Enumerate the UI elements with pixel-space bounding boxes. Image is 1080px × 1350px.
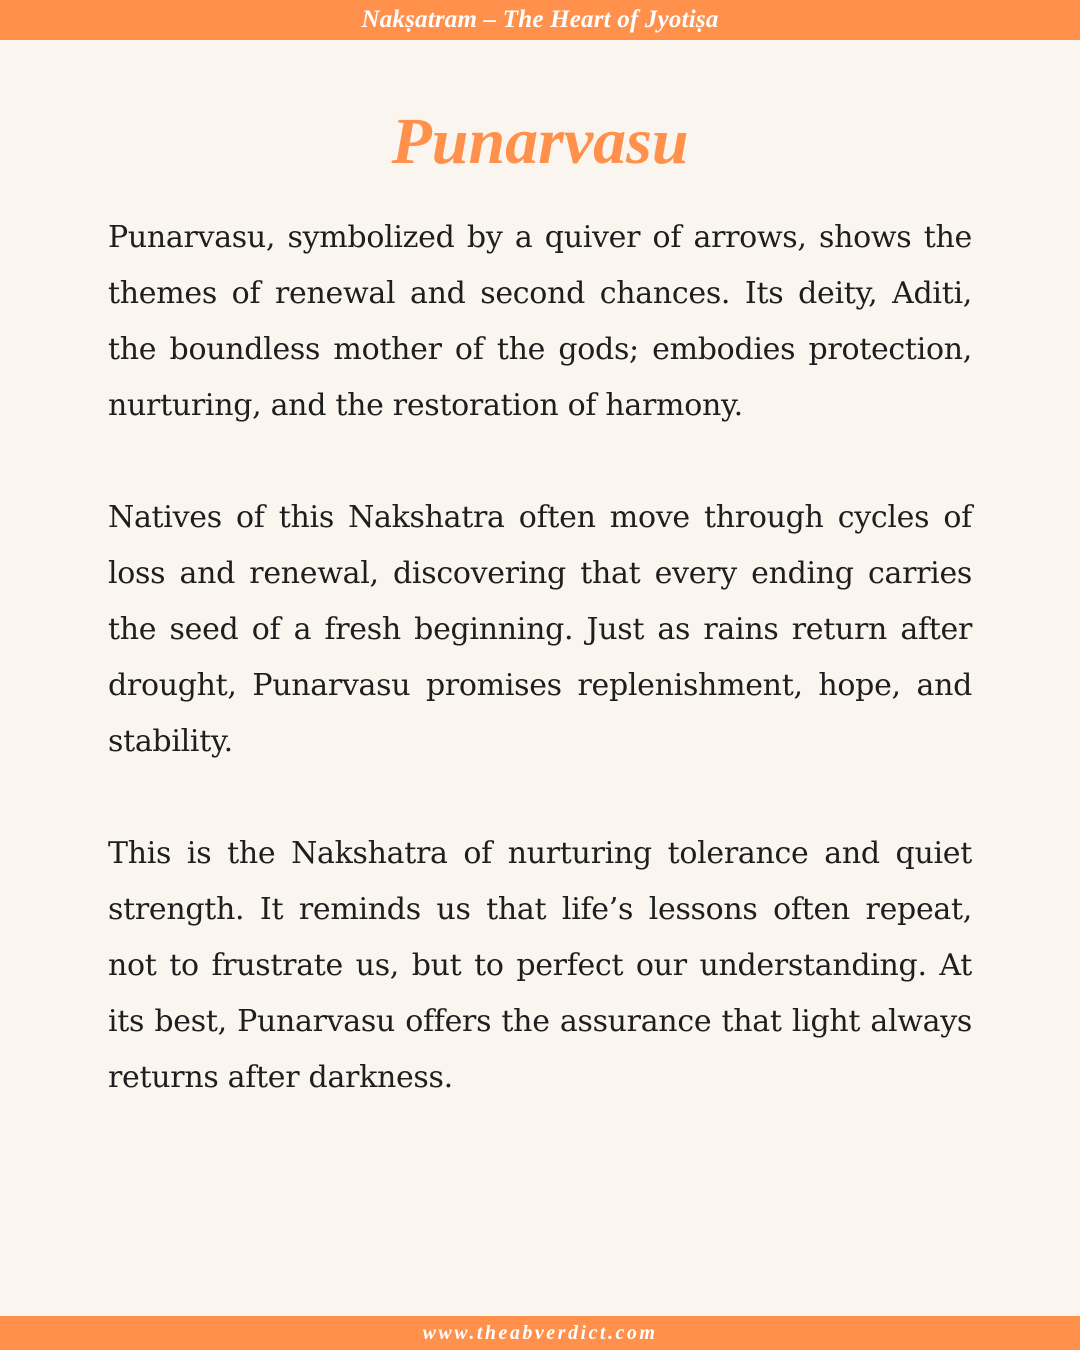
page-title: Punarvasu (391, 105, 689, 178)
article-body (108, 210, 972, 1106)
footer-banner (0, 1316, 1080, 1350)
header-banner-text: Nakṣatram – The Heart of Jyotiṣa (361, 6, 719, 33)
paragraph-1: Punarvasu, symbolized by a quiver of arrows, shows the themes of renewal and second chances. Its deity, Aditi, the boundless mother of the gods; embodies protection, nurturing, and the restoration of harmony. (108, 220, 972, 423)
paragraph-2: Natives of this Nakshatra often move through cycles of loss and renewal, discovering that every ending carries the seed of a fresh beginning. Just as rains return after drought, Punarvasu promises replenishment, hope, and stability. (108, 500, 972, 759)
website-link[interactable]: www.theabverdict.com (422, 1321, 658, 1344)
paragraph-3: This is the Nakshatra of nurturing tolerance and quiet strength. It reminds us that life’s lessons often repeat, not to frustrate us, but to perfect our understanding. At its best, Punarvasu offers the assurance that light always returns after darkness. (108, 836, 972, 1095)
header-banner (0, 0, 1080, 40)
